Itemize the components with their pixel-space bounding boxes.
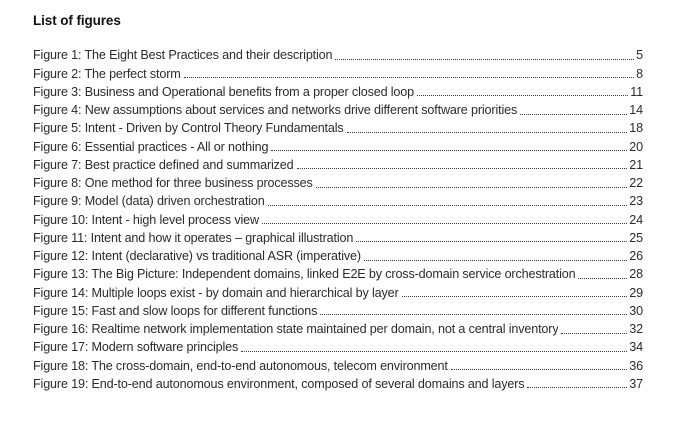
figure-entry[interactable] [33, 301, 643, 319]
figure-entry-label: Figure 13: The Big Picture: Independent domains, linked E2E by cross-domain service orchestration [33, 267, 576, 282]
dot-leader [320, 314, 627, 315]
figure-entry-label: Figure 17: Modern software principles [33, 340, 239, 355]
dot-leader [527, 387, 627, 388]
figure-entry-page: 21 [629, 157, 643, 172]
figure-entry-page: 36 [629, 358, 643, 373]
dot-leader [297, 168, 628, 169]
figure-entry-page: 14 [629, 103, 643, 117]
figure-entry-label: Figure 10: Intent - high level process view [33, 212, 259, 227]
figure-entry[interactable] [33, 374, 643, 392]
figure-entry-label: Figure 14: Multiple loops exist - by domain and hierarchical by layer [33, 285, 399, 300]
figure-entry-page: 34 [629, 340, 643, 355]
dot-leader [335, 59, 634, 60]
figure-entry-label: Figure 9: Model (data) driven orchestration [33, 194, 265, 209]
figure-entry[interactable] [33, 100, 643, 118]
dot-leader [347, 132, 628, 133]
dot-leader [241, 351, 627, 352]
figure-entry[interactable] [33, 282, 643, 300]
dot-leader [271, 150, 627, 151]
figure-entry[interactable] [33, 173, 643, 191]
figure-entry[interactable] [33, 209, 643, 227]
figure-entry-page: 23 [629, 194, 643, 209]
dot-leader [451, 369, 628, 370]
dot-leader [578, 278, 627, 279]
figure-entry-label: Figure 15: Fast and slow loops for different functions [33, 303, 318, 318]
figure-entry[interactable] [33, 136, 643, 154]
figure-entry-page: 28 [629, 267, 643, 282]
figure-entry-page: 32 [629, 322, 643, 336]
figure-entry-page: 24 [629, 212, 643, 227]
figure-entry[interactable] [33, 63, 643, 81]
dot-leader [520, 114, 627, 115]
dot-leader [364, 260, 627, 261]
figure-entry-page: 22 [629, 176, 643, 190]
figure-entry-label: Figure 12: Intent (declarative) vs traditional ASR (imperative) [33, 249, 361, 263]
figure-entry[interactable] [33, 118, 643, 136]
figure-entry-label: Figure 3: Business and Operational benefits from a proper closed loop [33, 84, 414, 99]
figure-entry-page: 18 [629, 121, 643, 136]
figure-entry[interactable] [33, 228, 643, 246]
figure-list [33, 45, 643, 392]
figure-entry-label: Figure 7: Best practice defined and summarized [33, 157, 294, 172]
figure-entry-page: 25 [629, 230, 643, 245]
figure-entry[interactable] [33, 246, 643, 264]
figure-entry[interactable] [33, 155, 643, 173]
figure-entry-label: Figure 16: Realtime network implementation state maintained per domain, not a central inventory [33, 322, 559, 336]
figure-entry-page: 30 [629, 303, 643, 318]
figure-entry[interactable] [33, 355, 643, 373]
dot-leader [561, 333, 627, 334]
figure-entry-page: 20 [629, 139, 643, 154]
dot-leader [262, 223, 627, 224]
page-title: List of figures [33, 13, 121, 28]
dot-leader [184, 77, 635, 78]
figure-entry-label: Figure 4: New assumptions about services and networks drive different software priorities [33, 103, 518, 117]
dot-leader [402, 296, 628, 297]
figure-entry-label: Figure 1: The Eight Best Practices and their description [33, 48, 333, 63]
dot-leader [417, 95, 628, 96]
figure-entry-label: Figure 8: One method for three business processes [33, 176, 313, 190]
figure-entry-label: Figure 5: Intent - Driven by Control Theory Fundamentals [33, 121, 344, 136]
figure-entry-page: 37 [629, 376, 643, 391]
figure-entry[interactable] [33, 45, 643, 63]
figure-entry-label: Figure 18: The cross-domain, end-to-end autonomous, telecom environment [33, 358, 448, 373]
figure-entry[interactable] [33, 191, 643, 209]
figure-entry[interactable] [33, 337, 643, 355]
dot-leader [268, 205, 628, 206]
figure-entry-label: Figure 6: Essential practices - All or nothing [33, 139, 269, 154]
figure-entry[interactable] [33, 82, 643, 100]
figure-entry[interactable] [33, 319, 643, 337]
figure-entry-label: Figure 2: The perfect storm [33, 66, 181, 81]
figure-entry-page: 29 [629, 285, 643, 300]
dot-leader [316, 187, 628, 188]
figure-entry[interactable] [33, 264, 643, 282]
figure-entry-page: 8 [636, 66, 643, 81]
figure-entry-page: 11 [630, 84, 643, 99]
figure-entry-label: Figure 19: End-to-end autonomous environment, composed of several domains and layers [33, 376, 525, 391]
figure-entry-label: Figure 11: Intent and how it operates – graphical illustration [33, 230, 354, 245]
dot-leader [356, 241, 627, 242]
figure-entry-page: 26 [629, 249, 643, 263]
figure-entry-page: 5 [636, 48, 643, 63]
